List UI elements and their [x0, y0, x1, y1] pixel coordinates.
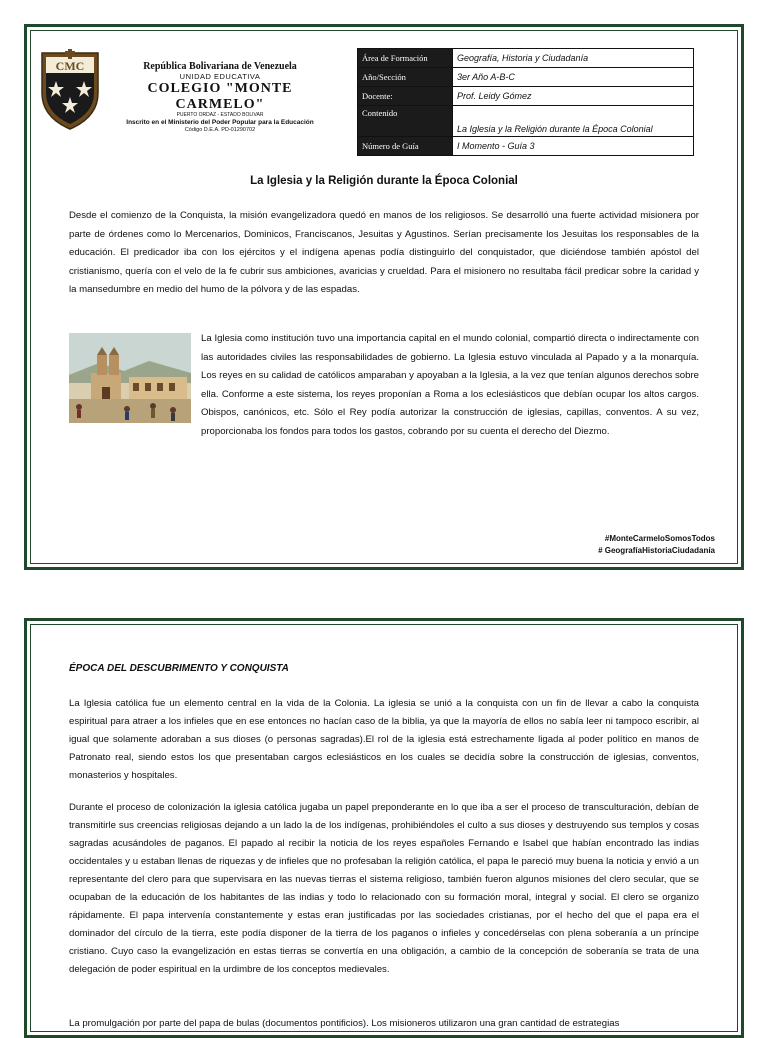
hashtag-geografia: # GeografíaHistoriaCiudadanía — [598, 546, 715, 555]
school-ministry: Inscrito en el Ministerio del Poder Popular para la Educación — [126, 119, 314, 127]
info-value: I Momento - Guía 3 — [453, 137, 694, 156]
school-header — [105, 61, 335, 133]
info-label: Contenido — [358, 106, 453, 137]
colony-church-paragraph: La Iglesia católica fue un elemento central en la vida de la Colonia. La iglesia se unió a la conquista con un fin de llevar a cabo la conquista espiritual para atraer a los infieles que en ese entonces no hacían caso de la biblia, ya que la mayoría de ellos no sabía leer ni tampoco escribir, al igual que solamente adoraban a sus dioses (o personas sagradas).El rol de la iglesia está estrechamente ligada al poder político en manos de Patronato real, siendo estos los que presentaban cargos eclesiásticos en los cuales se decidía sobre la construcción de iglesias, conventos, monasterios y hospitales. — [69, 698, 699, 781]
info-row — [358, 68, 694, 87]
info-value: La Iglesia y la Religión durante la Época Colonial — [453, 106, 694, 137]
guide-page-2 — [24, 618, 744, 1038]
colonial-church-illustration — [69, 333, 191, 423]
church-paragraph-block — [69, 330, 699, 441]
school-code: Código D.E.A. PD-01290702 — [184, 126, 256, 133]
section-title: ÉPOCA DEL DESCUBRIMENTO Y CONQUISTA — [69, 663, 289, 674]
guide-page-1 — [24, 24, 744, 570]
info-label: Área de Formación — [358, 49, 453, 68]
svg-text:CMC: CMC — [55, 59, 85, 73]
school-name: COLEGIO "MONTE CARMELO" — [147, 81, 293, 113]
intro-paragraph: Desde el comienzo de la Conquista, la misión evangelizadora quedó en manos de los religiosos. Se desarrolló una fuerte actividad misionera por parte de órdenes como lo Mercenarios, Dominicos, Franciscanos, Jesuitas y Agustinos. Serían precisamente los Jesuitas los responsables de la educación. El predicador iba con los ejércitos y el indígena apenas podía distinguirlo del conquistador, que diciéndose también apóstol del cristianismo, quería con el velo de la fe cubrir sus ambiciones, avaricias y crueldad. Para el misionero no resultaba fácil predicar sobre la caridad y la mansedumbre en medio del humo de la pólvora y de las espadas. — [69, 210, 699, 295]
info-row — [358, 49, 694, 68]
church-paragraph: La Iglesia como institución tuvo una importancia capital en el mundo colonial, compartió directa o indirectamente con las autoridades civiles las responsabilidades de gobierno. La Iglesia estuvo vinculada al Papado y a la monarquía. Los reyes en su calidad de católicos amparaban y apoyaban a la Iglesia, a la vez que tenían algunos derechos sobre ella. Conforme a este sistema, los reyes proponían a Roma a los eclesiásticos que debían ocupar los altos cargos. Obispos, canónicos, etc. Sólo el Rey podía autorizar la construcción de iglesias, capillas, conventos. A su vez, proporcionaba los fondos para todos los gastos, cobrando por su cuenta el derecho del Diezmo. — [201, 333, 699, 437]
info-label: Año/Sección — [358, 68, 453, 87]
school-location: PUERTO ORDAZ - ESTADO BOLIVAR — [176, 112, 264, 119]
school-unit: UNIDAD EDUCATIVA — [179, 71, 261, 81]
info-value: Geografía, Historia y Ciudadanía — [453, 49, 694, 68]
info-value: 3er Año A-B-C — [453, 68, 694, 87]
info-value: Prof. Leidy Gómez — [453, 87, 694, 106]
page-title: La Iglesia y la Religión durante la Época Colonial — [250, 175, 518, 187]
info-label: Número de Guía — [358, 137, 453, 156]
info-row — [358, 137, 694, 156]
info-row — [358, 87, 694, 106]
colonization-paragraph: Durante el proceso de colonización la iglesia católica jugaba un papel preponderante en lo que iba a ser el proceso de transculturación, debían de transmitirle sus creencias religiosas dejando a un lado la de los indígenas, prohibiéndoles el culto a sus dioses y destruyendo sus templos y cosas sagradas acusándoles de paganos. El papado al recibir la noticia de los reyes españoles Fernando e Isabel que habían encontrado las indias occidentales y u estaban llenas de riquezas y de infieles que no profesaban la religión católica, el papa le pareció muy buena la noticia y envió a un representante del clero para que supervisara en las nuevas tierras el sistema religioso, también fueron algunos misiones del clero secular, que se ocupaban de la educación de los habitantes de las indias y todo lo relacionado con su formación moral, integral y social. El clero se organizo rápidamente. El papa intervenía constantemente y estas eran justificadas por las sociedades cristianas, por el hecho del que el papa era el dominador del círculo de la tierra, este podía disponer de la tierra de los paganos o infieles y concedérselas con plena soberanía a un príncipe cristiano. Cuyo caso la evangelización en estas tierras se convertía en una obligación, a cambio de la concepción de soberanía se trata de una delegación de poder espiritual en la urdimbre de los conceptos medievales. — [69, 802, 699, 975]
republic-name: República Bolivariana de Venezuela — [143, 61, 297, 72]
school-crest-logo — [39, 49, 101, 131]
info-label: Docente: — [358, 87, 453, 106]
hashtag-monte-carmelo: #MonteCarmeloSomosTodos — [604, 534, 715, 543]
papal-bulls-paragraph: La promulgación por parte del papa de bulas (documentos pontificios). Los misioneros utilizaron una gran cantidad de estrategias — [69, 1018, 620, 1029]
guide-info-table — [357, 48, 694, 156]
info-row — [358, 106, 694, 137]
hashtags — [598, 533, 715, 557]
